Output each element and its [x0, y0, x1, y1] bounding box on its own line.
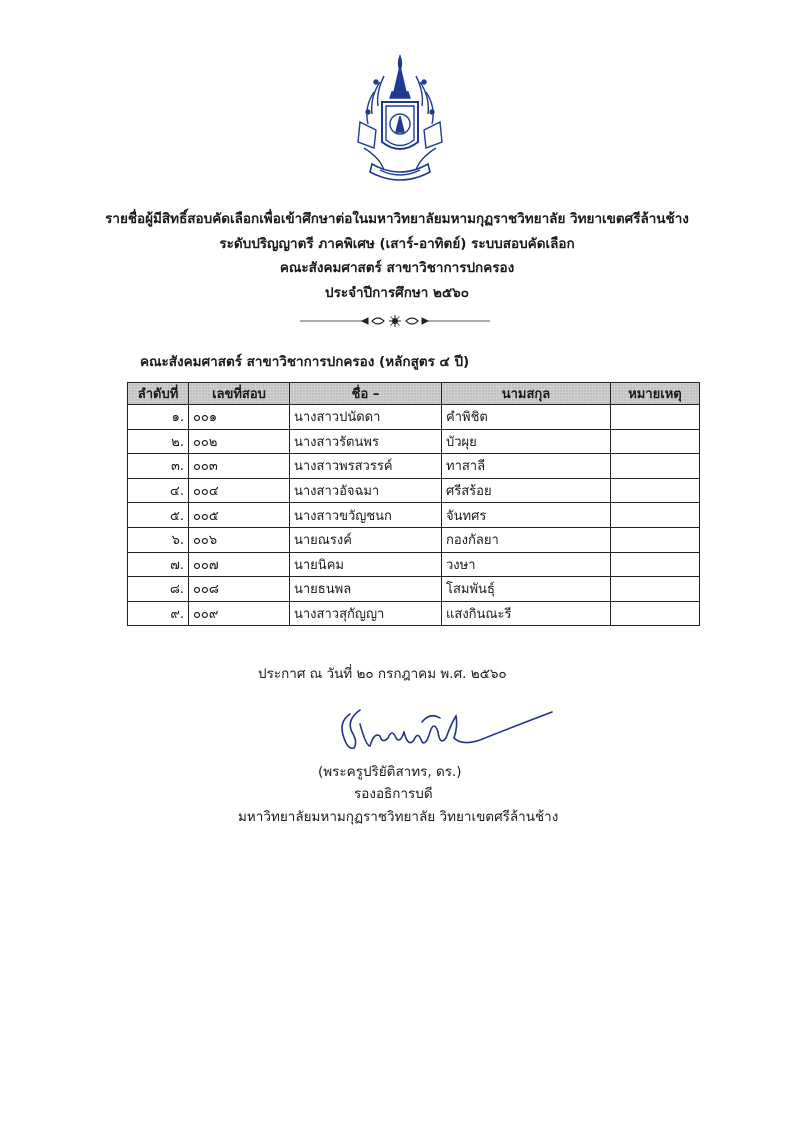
- row-first-name: นางสาวรัตนพร: [290, 429, 442, 454]
- row-last-name: แสงกินณะรี: [442, 601, 611, 626]
- handwritten-signature-icon: [330, 702, 555, 760]
- title-line-3: คณะสังคมศาสตร์ สาขาวิชาการปกครอง: [279, 260, 515, 276]
- table-row: [128, 552, 700, 577]
- row-exam-no: ๐๐๑: [189, 405, 290, 430]
- header-exam-no: เลขที่สอบ: [189, 383, 290, 405]
- row-first-name: นางสาวปนัดดา: [290, 405, 442, 430]
- row-exam-no: ๐๐๕: [189, 503, 290, 528]
- table-row: [128, 503, 700, 528]
- row-index: ๑.: [128, 405, 189, 430]
- header-first-name: ชื่อ –: [290, 383, 442, 405]
- row-index: ๒.: [128, 429, 189, 454]
- row-first-name: นายธนพล: [290, 577, 442, 602]
- row-last-name: บัวผุย: [442, 429, 611, 454]
- table-row: [128, 577, 700, 602]
- table-header-row: [128, 383, 700, 405]
- row-last-name: กองกัลยา: [442, 527, 611, 552]
- announcement-date: ประกาศ ณ วันที่ ๒๐ กรกฎาคม พ.ศ. ๒๕๖๐: [258, 666, 507, 682]
- row-last-name: ศรีสร้อย: [442, 478, 611, 503]
- row-first-name: นางสาวสุกัญญา: [290, 601, 442, 626]
- signatory-name: (พระครูปริยัติสาทร, ดร.): [318, 764, 462, 780]
- row-first-name: นายนิคม: [290, 552, 442, 577]
- row-exam-no: ๐๐๙: [189, 601, 290, 626]
- row-exam-no: ๐๐๓: [189, 454, 290, 479]
- row-first-name: นายณรงค์: [290, 527, 442, 552]
- row-last-name: วงษา: [442, 552, 611, 577]
- row-exam-no: ๐๐๒: [189, 429, 290, 454]
- row-last-name: คำพิชิต: [442, 405, 611, 430]
- signatory-organization: มหาวิทยาลัยมหามกุฏราชวิทยาลัย วิทยาเขตศรีล้านช้าง: [238, 809, 559, 825]
- ornamental-divider-icon: [300, 313, 490, 329]
- row-last-name: โสมพันธุ์: [442, 577, 611, 602]
- row-exam-no: ๐๐๗: [189, 552, 290, 577]
- table-row: [128, 405, 700, 430]
- row-first-name: นางสาวพรสวรรค์: [290, 454, 442, 479]
- row-index: ๔.: [128, 478, 189, 503]
- title-line-2: ระดับปริญญาตรี ภาคพิเศษ (เสาร์-อาทิตย์) ระบบสอบคัดเลือก: [219, 235, 575, 252]
- row-remark: [611, 454, 700, 479]
- row-remark: [611, 601, 700, 626]
- signatory-position: รองอธิการบดี: [354, 786, 433, 802]
- row-last-name: ทาสาลี: [442, 454, 611, 479]
- table-row: [128, 454, 700, 479]
- header-remark: หมายเหตุ: [611, 383, 700, 405]
- header-index: ลำดับที่: [128, 383, 189, 405]
- row-index: ๘.: [128, 577, 189, 602]
- row-index: ๖.: [128, 527, 189, 552]
- row-first-name: นางสาวขวัญชนก: [290, 503, 442, 528]
- title-line-1: รายชื่อผู้มีสิทธิ์สอบคัดเลือกเพื่อเข้าศึกษาต่อในมหาวิทยาลัยมหามกุฏราชวิทยาลัย วิทยาเขตศรีล้านช้าง: [105, 211, 689, 227]
- header-last-name: นามสกุล: [442, 383, 611, 405]
- row-remark: [611, 552, 700, 577]
- row-index: ๗.: [128, 552, 189, 577]
- table-row: [128, 601, 700, 626]
- university-emblem-icon: [350, 52, 450, 192]
- row-remark: [611, 527, 700, 552]
- row-exam-no: ๐๐๘: [189, 577, 290, 602]
- table-row: [128, 478, 700, 503]
- table-row: [128, 429, 700, 454]
- row-last-name: จันทศร: [442, 503, 611, 528]
- row-exam-no: ๐๐๖: [189, 527, 290, 552]
- row-remark: [611, 503, 700, 528]
- row-exam-no: ๐๐๔: [189, 478, 290, 503]
- title-line-4: ประจำปีการศึกษา ๒๕๖๐: [325, 284, 469, 301]
- row-remark: [611, 405, 700, 430]
- row-index: ๓.: [128, 454, 189, 479]
- section-title: คณะสังคมศาสตร์ สาขาวิชาการปกครอง (หลักสูตร ๔ ปี): [140, 354, 470, 370]
- row-remark: [611, 429, 700, 454]
- row-remark: [611, 577, 700, 602]
- row-index: ๙.: [128, 601, 189, 626]
- row-index: ๕.: [128, 503, 189, 528]
- row-first-name: นางสาวอัจฉมา: [290, 478, 442, 503]
- document-header: [0, 207, 794, 305]
- candidate-table: [127, 382, 700, 626]
- row-remark: [611, 478, 700, 503]
- table-row: [128, 527, 700, 552]
